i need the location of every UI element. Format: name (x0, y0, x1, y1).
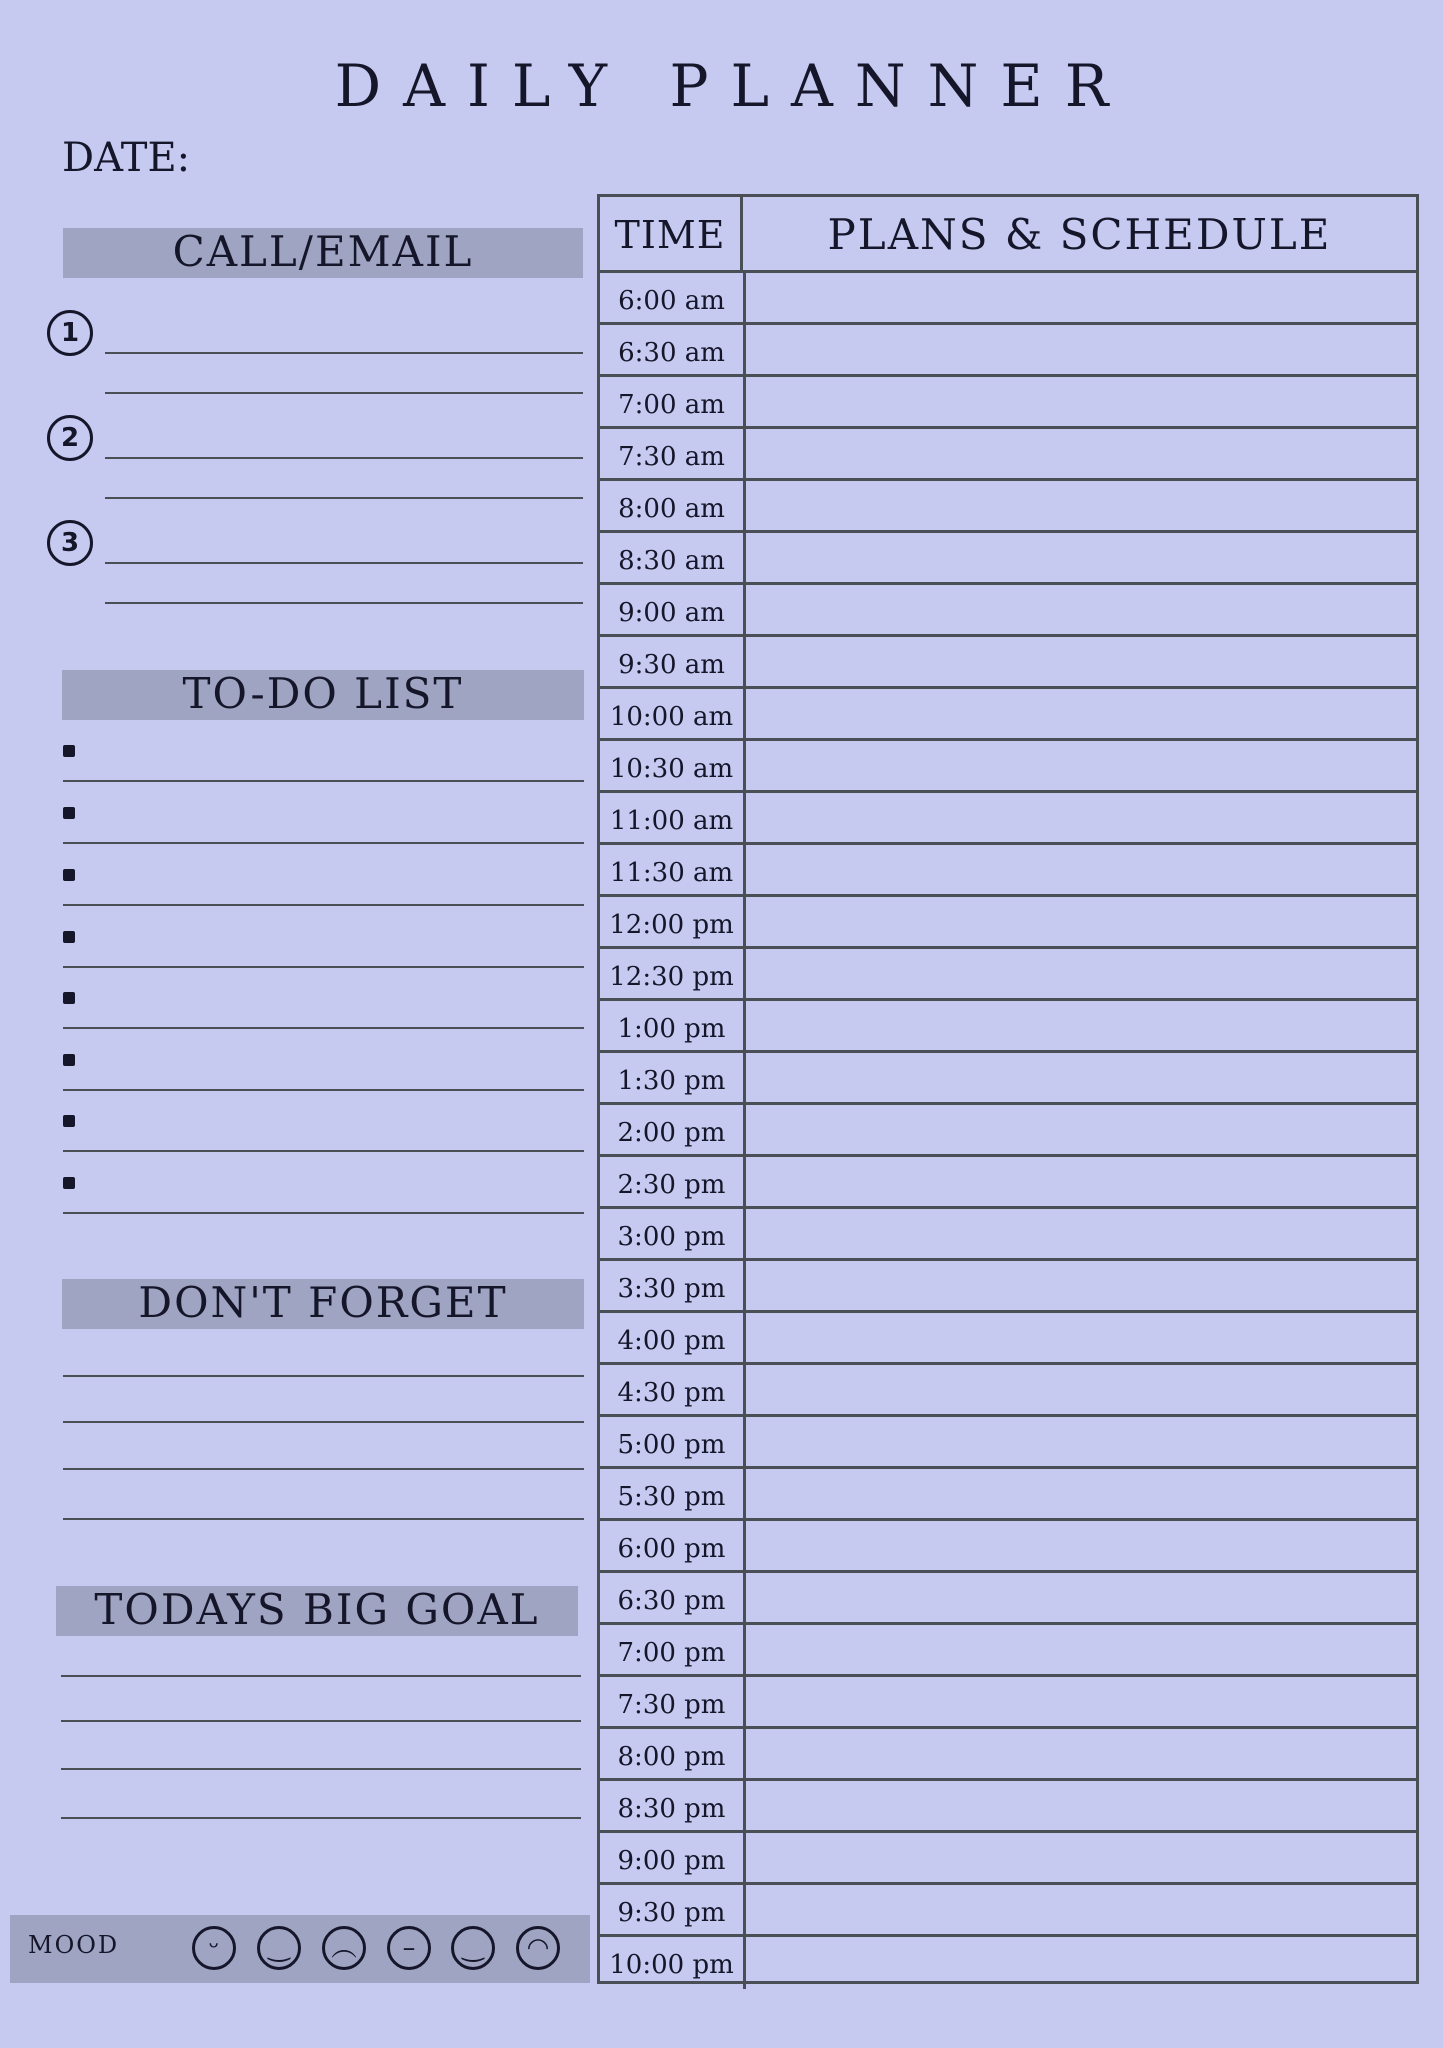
time-slot-label: 7:00 pm (600, 1625, 746, 1674)
todo-bullet (63, 869, 75, 881)
schedule-row[interactable] (600, 637, 1416, 689)
todo-bullet (63, 745, 75, 757)
todo-bullet (63, 807, 75, 819)
time-slot-label: 8:30 am (600, 533, 746, 582)
todo-bullet (63, 1115, 75, 1127)
time-slot-label: 4:00 pm (600, 1313, 746, 1362)
schedule-row[interactable] (600, 1677, 1416, 1729)
mood-label: MOOD (28, 1931, 120, 1959)
mood-bar (10, 1915, 590, 1983)
todo-bullet (63, 1054, 75, 1066)
dont-forget-line[interactable] (63, 1421, 584, 1423)
schedule-row[interactable] (600, 377, 1416, 429)
todo-line[interactable] (63, 966, 584, 968)
schedule-row[interactable] (600, 1313, 1416, 1365)
time-slot-label: 6:30 am (600, 325, 746, 374)
schedule-row[interactable] (600, 1053, 1416, 1105)
schedule-row[interactable] (600, 1521, 1416, 1573)
time-slot-label: 7:00 am (600, 377, 746, 426)
schedule-row[interactable] (600, 793, 1416, 845)
big-goal-heading: TODAYS BIG GOAL (56, 1586, 578, 1636)
schedule-row[interactable] (600, 273, 1416, 325)
todo-bullet (63, 992, 75, 1004)
call-number-1: 1 (47, 310, 93, 356)
time-slot-label: 1:00 pm (600, 1001, 746, 1050)
schedule-row[interactable] (600, 1417, 1416, 1469)
time-slot-label: 12:00 pm (600, 897, 746, 946)
call-number-2: 2 (47, 415, 93, 461)
schedule-table (597, 194, 1419, 1984)
time-slot-label: 7:30 pm (600, 1677, 746, 1726)
time-slot-label: 2:00 pm (600, 1105, 746, 1154)
time-slot-label: 8:00 am (600, 481, 746, 530)
schedule-row[interactable] (600, 949, 1416, 1001)
todo-bullet (63, 931, 75, 943)
schedule-row[interactable] (600, 481, 1416, 533)
call-line[interactable] (105, 352, 583, 354)
schedule-row[interactable] (600, 429, 1416, 481)
schedule-row[interactable] (600, 1209, 1416, 1261)
time-header: TIME (600, 197, 743, 270)
todo-line[interactable] (63, 904, 584, 906)
schedule-row[interactable] (600, 1885, 1416, 1937)
page-title: DAILY PLANNER (334, 52, 1131, 120)
todo-line[interactable] (63, 842, 584, 844)
schedule-row[interactable] (600, 1625, 1416, 1677)
time-slot-label: 9:00 am (600, 585, 746, 634)
big-goal-line[interactable] (61, 1817, 581, 1819)
time-slot-label: 7:30 am (600, 429, 746, 478)
time-slot-label: 3:30 pm (600, 1261, 746, 1310)
time-slot-label: 12:30 pm (600, 949, 746, 998)
schedule-row[interactable] (600, 741, 1416, 793)
wink-face-icon[interactable]: ‿ (451, 1926, 495, 1970)
schedule-row[interactable] (600, 1105, 1416, 1157)
smile-face-icon[interactable]: ‿ (257, 1926, 301, 1970)
big-goal-line[interactable] (61, 1720, 581, 1722)
time-slot-label: 1:30 pm (600, 1053, 746, 1102)
schedule-row[interactable] (600, 1729, 1416, 1781)
schedule-row[interactable] (600, 1833, 1416, 1885)
big-goal-line[interactable] (61, 1768, 581, 1770)
call-email-heading: CALL/EMAIL (63, 228, 583, 278)
schedule-row[interactable] (600, 897, 1416, 949)
time-slot-label: 6:00 am (600, 273, 746, 322)
time-slot-label: 6:00 pm (600, 1521, 746, 1570)
sad-face-icon[interactable]: ︵ (322, 1926, 366, 1970)
schedule-row[interactable] (600, 325, 1416, 377)
todo-bullet (63, 1177, 75, 1189)
schedule-row[interactable] (600, 845, 1416, 897)
schedule-row[interactable] (600, 533, 1416, 585)
todo-line[interactable] (63, 1150, 584, 1152)
todo-heading: TO-DO LIST (62, 670, 584, 720)
time-slot-label: 11:30 am (600, 845, 746, 894)
schedule-rows (600, 273, 1416, 1981)
happy-face-icon[interactable]: ᵕ (192, 1926, 236, 1970)
call-number-3: 3 (47, 520, 93, 566)
schedule-row[interactable] (600, 1937, 1416, 1989)
schedule-row[interactable] (600, 689, 1416, 741)
dont-forget-heading: DON'T FORGET (62, 1279, 584, 1329)
time-slot-label: 10:30 am (600, 741, 746, 790)
time-slot-label: 9:00 pm (600, 1833, 746, 1882)
time-slot-label: 10:00 pm (600, 1937, 746, 1989)
time-slot-label: 5:00 pm (600, 1417, 746, 1466)
dont-forget-line[interactable] (63, 1518, 584, 1520)
time-slot-label: 2:30 pm (600, 1157, 746, 1206)
date-label: DATE: (62, 135, 191, 181)
call-line[interactable] (105, 497, 583, 499)
time-slot-label: 5:30 pm (600, 1469, 746, 1518)
call-line[interactable] (105, 562, 583, 564)
time-slot-label: 8:00 pm (600, 1729, 746, 1778)
dont-forget-line[interactable] (63, 1468, 584, 1470)
schedule-header (600, 197, 1416, 273)
schedule-row[interactable] (600, 585, 1416, 637)
neutral-face-icon[interactable]: – (387, 1926, 431, 1970)
time-slot-label: 9:30 pm (600, 1885, 746, 1934)
schedule-row[interactable] (600, 1001, 1416, 1053)
time-slot-label: 6:30 pm (600, 1573, 746, 1622)
todo-line[interactable] (63, 1212, 584, 1214)
upset-face-icon[interactable]: ◠ (516, 1926, 560, 1970)
call-line[interactable] (105, 602, 583, 604)
time-slot-label: 4:30 pm (600, 1365, 746, 1414)
time-slot-label: 10:00 am (600, 689, 746, 738)
call-line[interactable] (105, 457, 583, 459)
big-goal-line[interactable] (61, 1675, 581, 1677)
todo-line[interactable] (63, 1089, 584, 1091)
todo-line[interactable] (63, 780, 584, 782)
schedule-row[interactable] (600, 1261, 1416, 1313)
time-slot-label: 8:30 pm (600, 1781, 746, 1830)
dont-forget-line[interactable] (63, 1375, 584, 1377)
call-line[interactable] (105, 392, 583, 394)
time-slot-label: 11:00 am (600, 793, 746, 842)
todo-line[interactable] (63, 1027, 584, 1029)
schedule-row[interactable] (600, 1781, 1416, 1833)
plans-header: PLANS & SCHEDULE (827, 210, 1332, 259)
schedule-row[interactable] (600, 1469, 1416, 1521)
schedule-row[interactable] (600, 1573, 1416, 1625)
schedule-row[interactable] (600, 1365, 1416, 1417)
time-slot-label: 3:00 pm (600, 1209, 746, 1258)
time-slot-label: 9:30 am (600, 637, 746, 686)
schedule-row[interactable] (600, 1157, 1416, 1209)
